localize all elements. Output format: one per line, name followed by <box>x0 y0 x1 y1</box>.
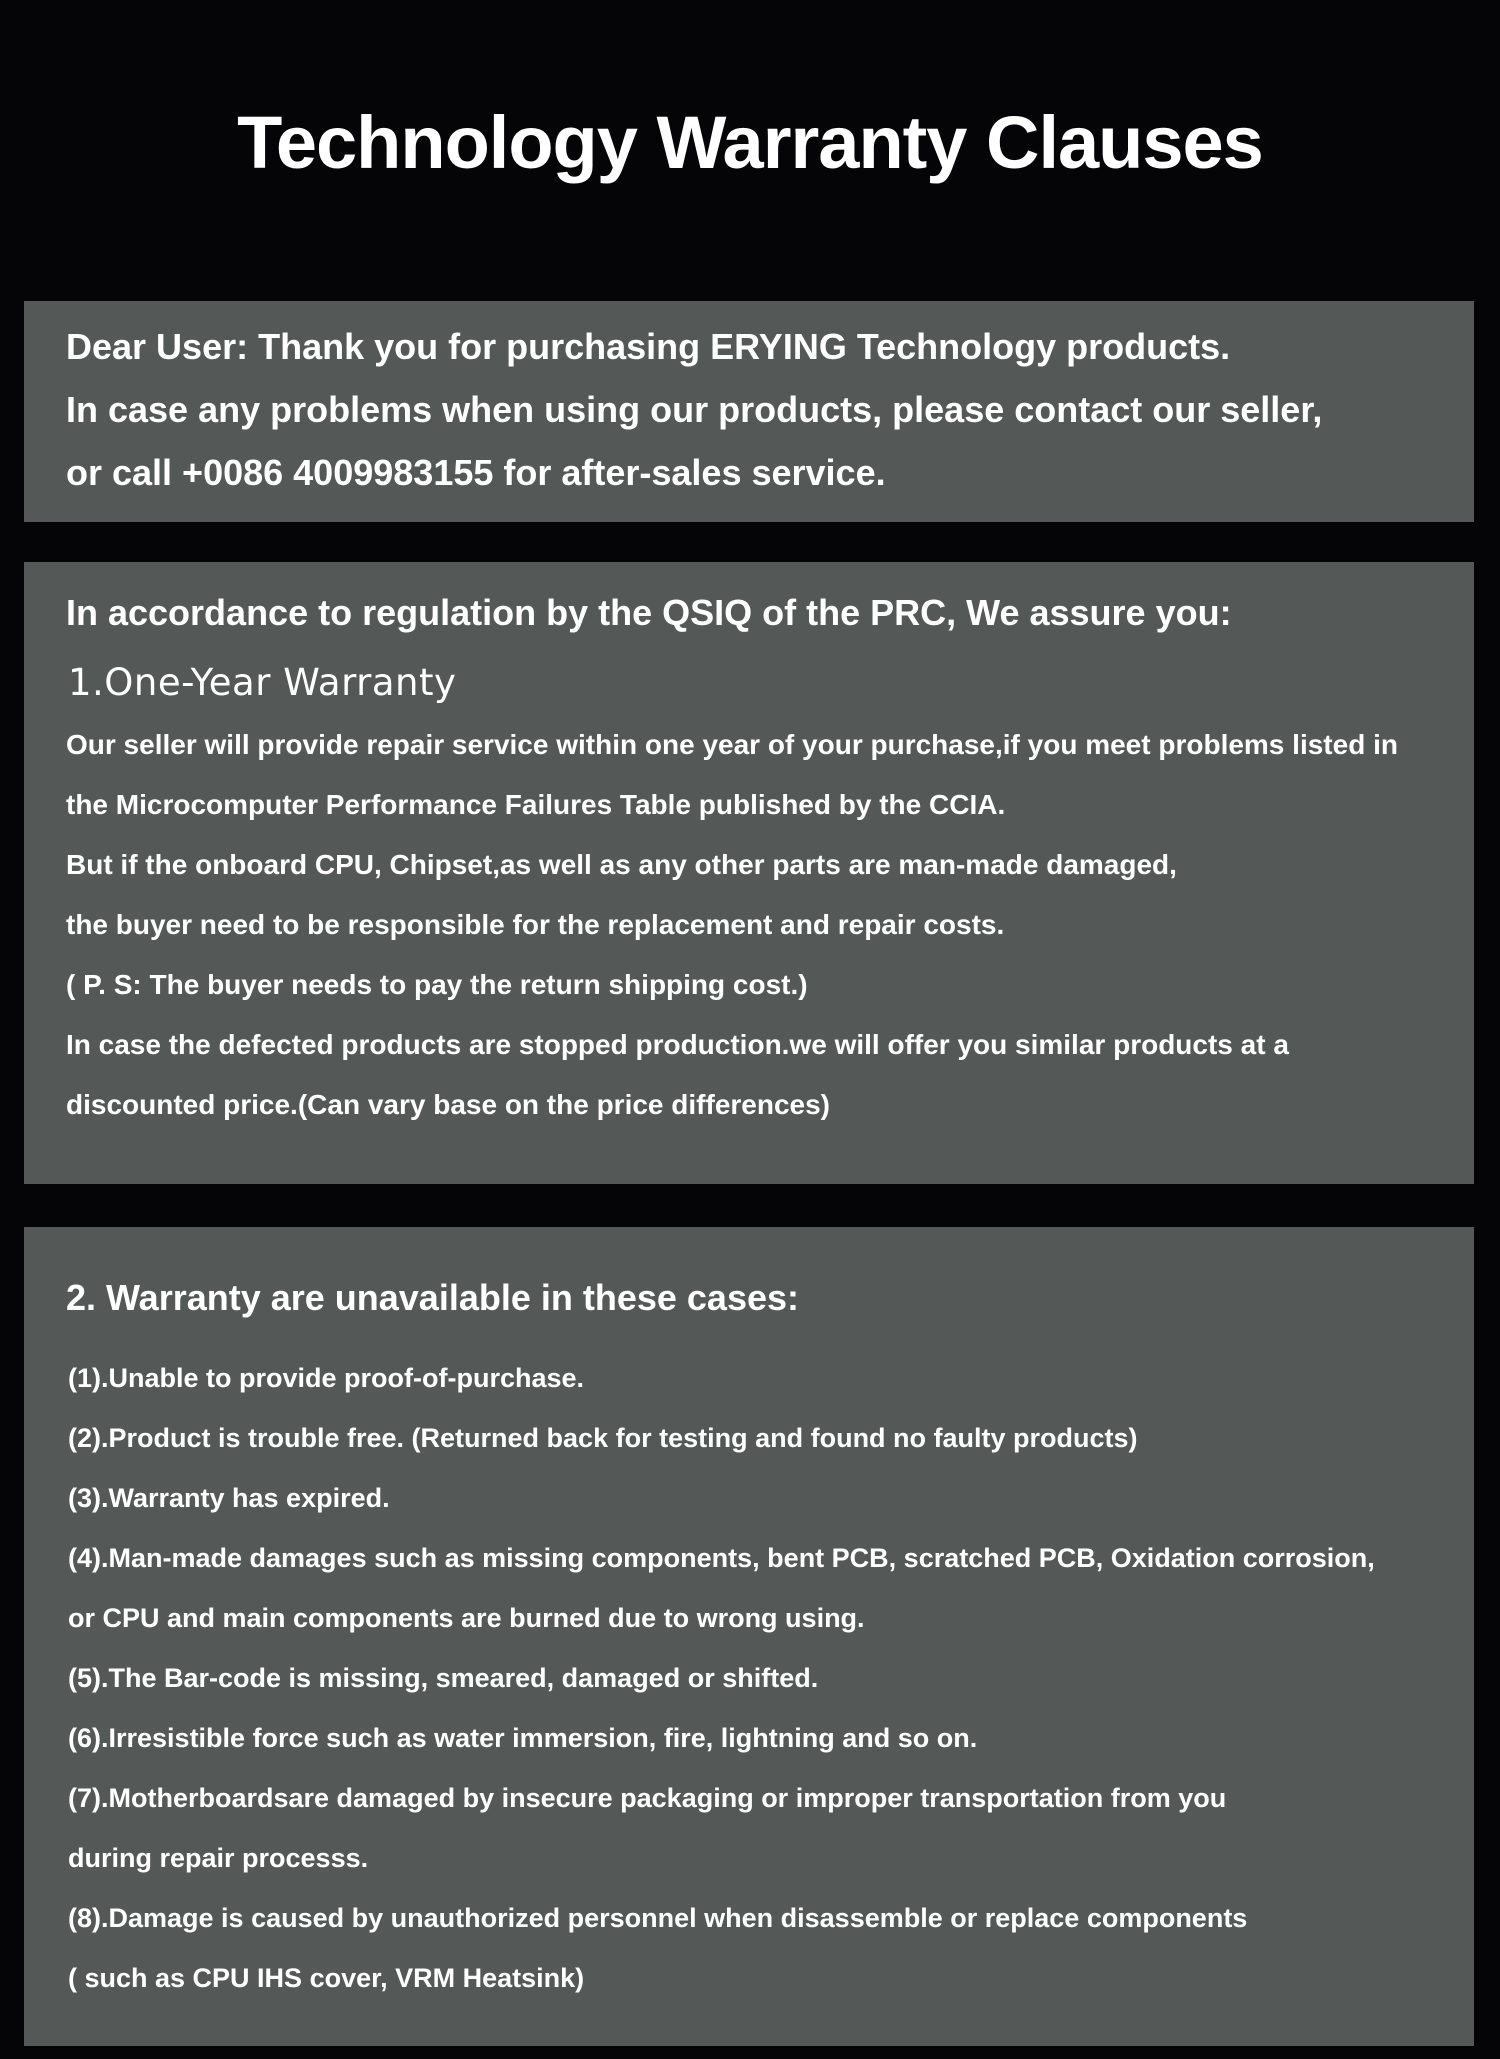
warranty-line: the Microcomputer Performance Failures Table published by the CCIA. <box>66 789 1006 820</box>
intro-line: Dear User: Thank you for purchasing ERYING Technology products. <box>66 326 1231 367</box>
warranty-line: ( P. S: The buyer needs to pay the return shipping cost.) <box>66 969 808 1000</box>
exclusion-item: (4).Man-made damages such as missing components, bent PCB, scratched PCB, Oxidation corrosion, <box>68 1543 1375 1573</box>
page-title: Technology Warranty Clauses <box>237 101 1263 184</box>
exclusion-item: ( such as CPU IHS cover, VRM Heatsink) <box>68 1963 585 1993</box>
exclusions-heading: 2. Warranty are unavailable in these cases: <box>66 1277 800 1318</box>
warranty-line: discounted price.(Can vary base on the price differences) <box>66 1089 830 1120</box>
exclusion-item: during repair processs. <box>68 1843 369 1873</box>
exclusion-item: or CPU and main components are burned due to wrong using. <box>68 1603 865 1633</box>
exclusion-item: (6).Irresistible force such as water immersion, fire, lightning and so on. <box>68 1723 978 1753</box>
warranty-panel <box>24 562 1474 1184</box>
exclusion-item: (1).Unable to provide proof-of-purchase. <box>68 1363 585 1393</box>
intro-panel <box>24 301 1474 522</box>
exclusion-item: (2).Product is trouble free. (Returned back for testing and found no faulty products) <box>68 1423 1138 1453</box>
warranty-line: the buyer need to be responsible for the replacement and repair costs. <box>66 909 1005 940</box>
exclusion-item: (8).Damage is caused by unauthorized personnel when disassemble or replace components <box>68 1903 1248 1933</box>
exclusion-item: (7).Motherboardsare damaged by insecure packaging or improper transportation from you <box>68 1783 1227 1813</box>
exclusions-panel <box>24 1227 1474 2046</box>
warranty-line: Our seller will provide repair service within one year of your purchase,if you meet problems listed in <box>66 729 1398 760</box>
warranty-line: But if the onboard CPU, Chipset,as well as any other parts are man-made damaged, <box>66 849 1177 880</box>
exclusion-item: (5).The Bar-code is missing, smeared, damaged or shifted. <box>68 1663 819 1693</box>
exclusion-item: (3).Warranty has expired. <box>68 1483 390 1513</box>
warranty-subheading: 1.One-Year Warranty <box>68 661 457 704</box>
warranty-heading: In accordance to regulation by the QSIQ of the PRC, We assure you: <box>66 592 1232 633</box>
warranty-line: In case the defected products are stopped production.we will offer you similar products at a <box>66 1029 1289 1060</box>
intro-line: In case any problems when using our products, please contact our seller, <box>66 389 1323 430</box>
intro-line: or call +0086 4009983155 for after-sales service. <box>66 452 886 493</box>
